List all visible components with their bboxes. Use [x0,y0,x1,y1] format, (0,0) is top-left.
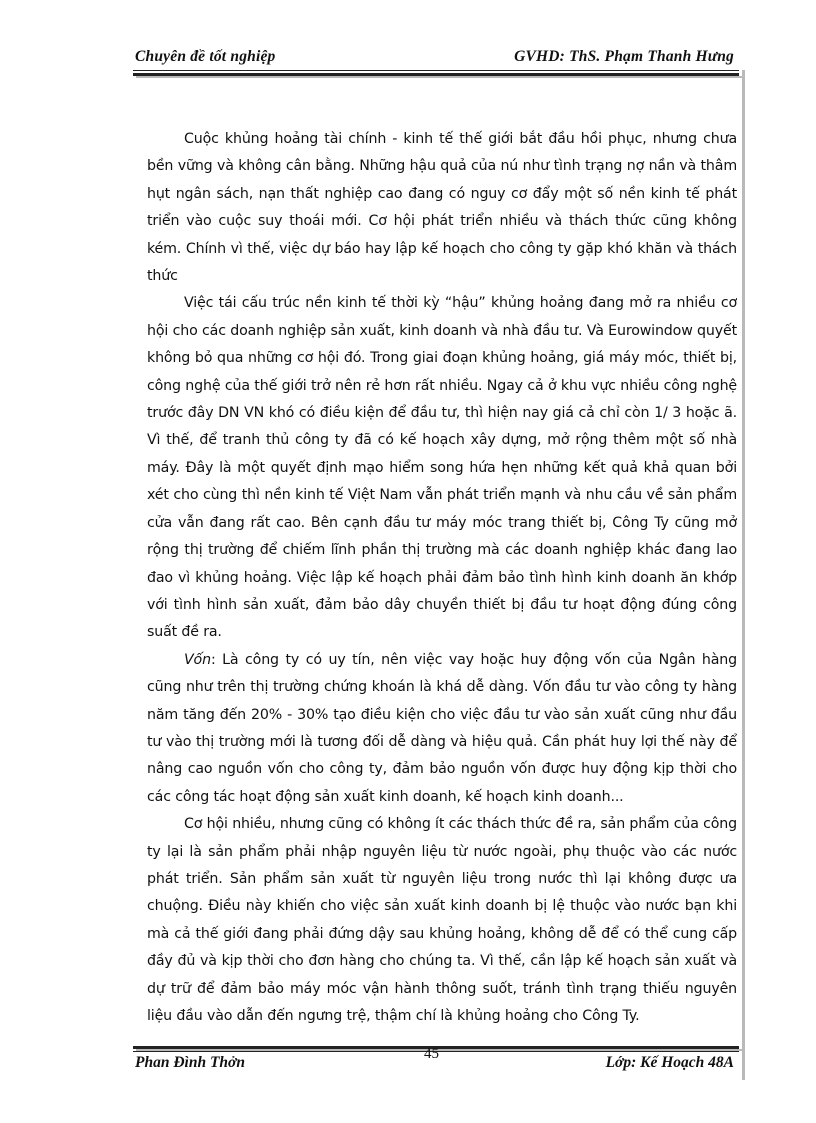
page-shadow-right [742,70,745,1080]
header-title: Chuyên đề tốt nghiệp [135,48,276,65]
header-rule-thin [133,70,739,71]
paragraph-1: Cuộc khủng hoảng tài chính - kinh tế thế giới bắt đầu hồi phục, nhưng chưa bền vững và không cân bằng. Những hậu quả của nú như tình trạng nợ nần và thâm hụt ngân sách, nạn thất nghiệp cao đang có nguy cơ đẩy một số nền kinh tế phát triển vào cuộc suy thoái mới. Cơ hội phát triển nhiều và thách thức cũng không kém. Chính vì thế, việc dự báo hay lập kế hoạch cho công ty gặp khó khăn và thách thức [147,131,737,285]
paragraph-3-text: : Là công ty có uy tín, nên việc vay hoặc huy động vốn của Ngân hàng cũng như trên thị trường chứng khoán là khá dễ dàng. Vốn đầu tư vào công ty hàng năm tăng đến 20% - 30% tạo điều kiện cho việc đầu tư vào sản xuất cũng như đầu tư vào thị trường mới là tương đối dễ dàng và hiệu quả. Cần phát huy lợi thế này để nâng cao nguồn vốn cho công ty, đảm bảo nguồn vốn được huy động kịp thời cho các công tác hoạt động sản xuất kinh doanh, kế hoạch kinh doanh... [147,651,737,805]
document-body [147,126,737,1030]
page-header [133,48,736,70]
header-supervisor: GVHD: ThS. Phạm Thanh Hưng [514,48,734,65]
header-rule-shadow [136,76,742,78]
paragraph-4: Cơ hội nhiều, nhưng cũng có không ít các thách thức đề ra, sản phẩm của công ty lại là sản phẩm phải nhập nguyên liệu từ nước ngoài, phụ thuộc vào các nước phát triển. Sản phẩm sản xuất từ nguyên liệu trong nước thì lại không được ưa chuộng. Điều này khiến cho việc sản xuất kinh doanh bị lệ thuộc vào nước bạn khi mà cả thế giới đang phải đứng dậy sau khủng hoảng, không dễ để có thể cung cấp đầy đủ và kịp thời cho đơn hàng cho chúng ta. Vì thế, cần lập kế hoạch sản xuất và dự trữ để đảm bảo máy móc vận hành thông suốt, tránh tình trạng thiếu nguyên liệu đầu vào dẫn đến ngưng trệ, thậm chí là khủng hoảng cho Công Ty. [147,816,737,1024]
paragraph-3-term: Vốn [184,651,211,668]
paragraph-3 [147,647,737,811]
page-number: 45 [424,1046,439,1062]
page-footer [133,1054,736,1076]
footer-author: Phan Đình Thởn [135,1054,245,1071]
footer-rule-shadow [136,1049,742,1051]
footer-class: Lớp: Kế Hoạch 48A [605,1054,734,1071]
paragraph-2: Việc tái cấu trúc nền kinh tế thời kỳ “hậu” khủng hoảng đang mở ra nhiều cơ hội cho các doanh nghiệp sản xuất, kinh doanh và nhà đầu tư. Và Eurowindow quyết không bỏ qua những cơ hội đó. Trong giai đoạn khủng hoảng, giá máy móc, thiết bị, công nghệ của thế giới trở nên rẻ hơn rất nhiều. Ngay cả ở khu vực nhiều công nghệ trước đây DN VN khó có điều kiện để đầu tư, thì hiện nay giá cả chỉ còn 1/ 3 hoặc ã. Vì thế, để tranh thủ công ty đã có kế hoạch xây dựng, mở rộng thêm một số nhà máy. Đây là một quyết định mạo hiểm song hứa hẹn những kết quả khả quan bởi xét cho cùng thì nền kinh tế Việt Nam vẫn phát triển mạnh và nhu cầu về sản phẩm cửa vẫn đang rất cao. Bên cạnh đầu tư máy móc trang thiết bị, Công Ty cũng mở rộng thị trường để chiếm lĩnh phần thị trường mà các doanh nghiệp khác đang lao đao vì khủng hoảng. Việc lập kế hoạch phải đảm bảo tình hình kinh doanh ăn khớp với tình hình sản xuất, đảm bảo dây chuyền thiết bị đầu tư hoạt động đúng công suất đề ra. [147,295,737,641]
